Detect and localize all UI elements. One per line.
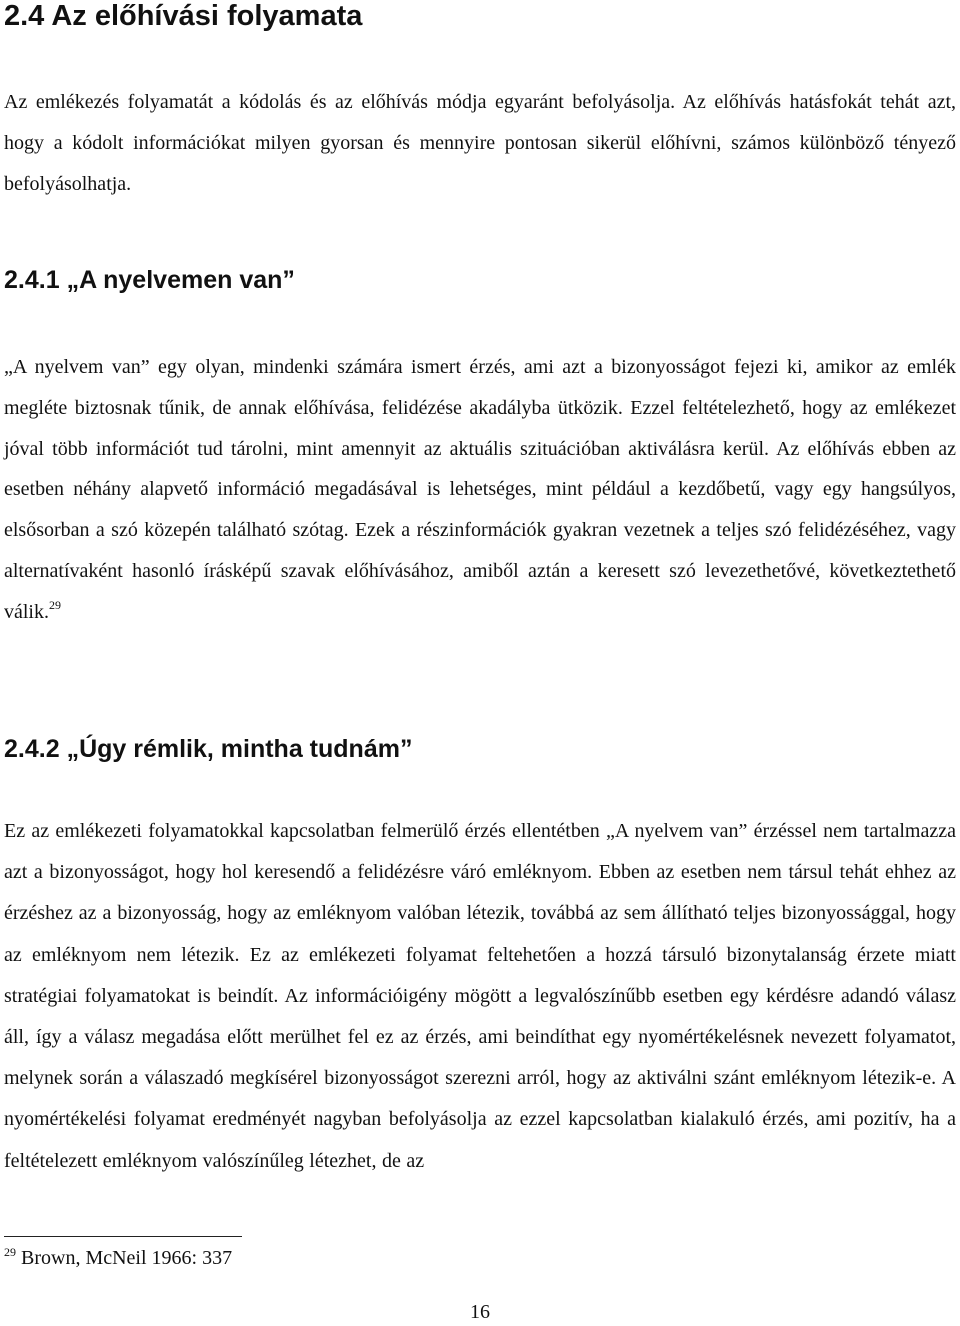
footnote-text: Brown, McNeil 1966: 337	[21, 1247, 233, 1269]
subsection-number-2: 2.4.2	[4, 735, 60, 763]
page-number: 16	[470, 1301, 490, 1323]
subsection-heading-1	[4, 264, 295, 296]
footnote-divider	[4, 1236, 242, 1237]
footnote-reference[interactable]: 29	[49, 597, 61, 612]
subsection-1-paragraph	[4, 347, 956, 633]
section-number: 2.4	[4, 0, 45, 32]
subsection-number-1: 2.4.1	[4, 266, 60, 294]
subsection-title-1: „A nyelvemen van”	[66, 266, 295, 294]
footnote	[4, 1244, 232, 1272]
subsection-heading-2	[4, 733, 412, 765]
intro-paragraph: Az emlékezés folyamatát a kódolás és az előhívás módja egyaránt befolyásolja. Az előhívás hatásfokát tehát azt, hogy a kódolt információkat milyen gyorsan és mennyire pontosan sikerül előhívni, számos különböző tényező befolyásolhatja.	[4, 91, 956, 195]
section-title: Az előhívási folyamata	[51, 0, 363, 32]
subsection-1-text: „A nyelvem van” egy olyan, mindenki számára ismert érzés, ami azt a bizonyosságot fejezi ki, amikor az emlék megléte biztosnak tűnik, de annak előhívása, felidézése akadályba ütközik. Ezzel feltételezhető, hogy az emlékezet jóval több információt tud tárolni, mint amennyit az aktuális szituációban aktiválásra kerül. Az előhívás ebben az esetben néhány alapvető információ megadásával is lehetséges, mint például a kezdőbetű, vagy egy hangsúlyos, elsősorban a szó közepén található szótag. Ezek a részinformációk gyakran vezetnek a teljes szó felidézéséhez, vagy alternatívaként hasonló írásképű szavak előhívásához, amiből aztán a keresett szó levezethetővé, következtethető válik.	[4, 356, 956, 623]
subsection-2-paragraph: Ez az emlékezeti folyamatokkal kapcsolatban felmerülő érzés ellentétben „A nyelvem van” érzéssel nem tartalmazza azt a bizonyosságot, hogy hol keresendő a felidézésre váró emléknyom. Ebben az esetben nem társul tehát ehhez az érzéshez az a bizonyosság, hogy az emléknyom valóban létezik, továbbá az sem állítható teljes bizonyossággal, hogy az emléknyom nem létezik. Ez az emlékezeti folyamat feltehetően a hozzá társuló bizonytalanság érzete miatt stratégiai folyamatokat is beindít. Az információigény mögött a legvalószínűbb esetben egy kérdésre adandó válasz áll, így a válasz megadása előtt merülhet fel ez az érzés, ami beindíthat egy nyomértékelésnek nevezett folyamatot, melynek során a válaszadó megkísérel bizonyosságot szerezni arról, hogy az aktiválni szánt emléknyom létezik-e. A nyomértékelési folyamat eredményét nagyban befolyásolja az ezzel kapcsolatban kialakuló érzés, ami pozitív, ha a feltételezett emléknyom valószínűleg létezhet, de az	[4, 820, 956, 1172]
footnote-number: 29	[4, 1245, 16, 1259]
section-heading	[4, 0, 362, 34]
subsection-title-2: „Úgy rémlik, mintha tudnám”	[66, 735, 413, 763]
